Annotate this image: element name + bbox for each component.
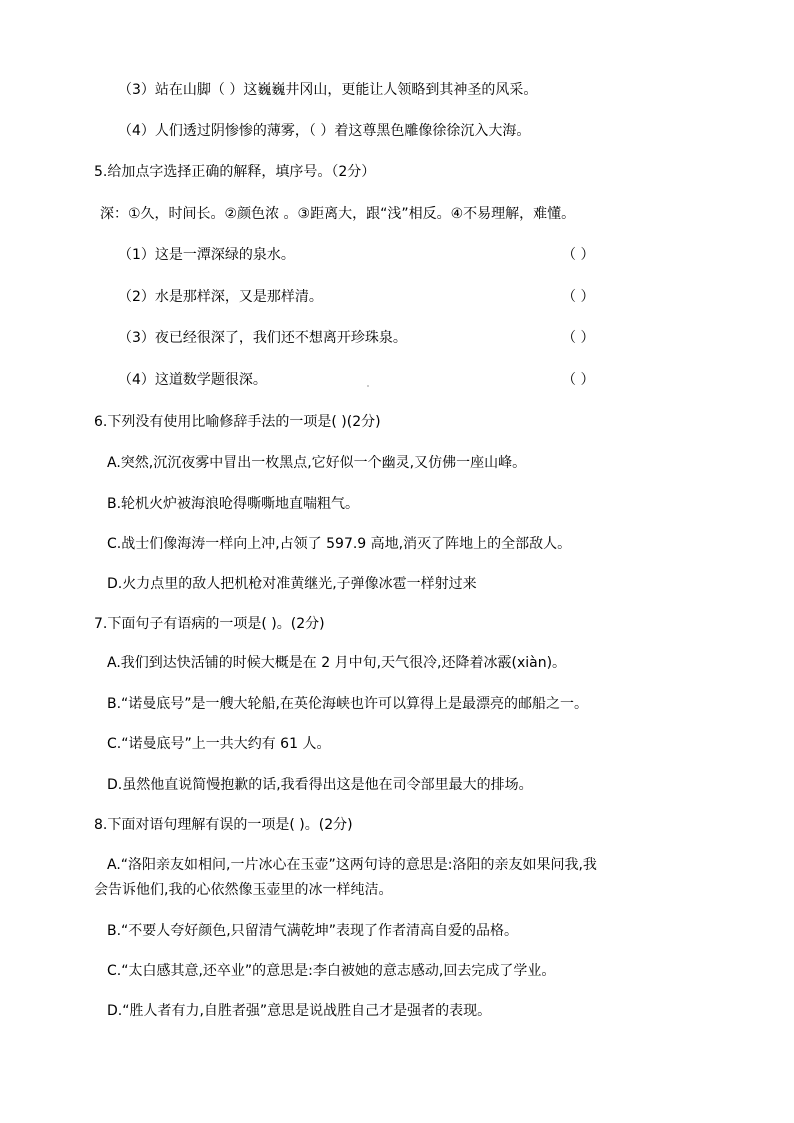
q5-item-3: （3）夜已经很深了，我们还不想离开珍珠泉。 xyxy=(118,330,407,346)
q4-item-4: （4）人们透过阴惨惨的薄雾，（ ）着这尊黑色雕像徐徐沉入大海。 xyxy=(118,123,531,139)
q5-item-1: （1）这是一潭深绿的泉水。 xyxy=(118,247,295,263)
q6-option-c: C.战士们像海涛一样向上冲,占领了 597.9 高地,消灭了阵地上的全部敌人。 xyxy=(107,536,572,552)
q6-option-b: B.轮机火炉被海浪呛得嘶嘶地直喘粗气。 xyxy=(107,496,360,512)
q8-option-b: B.“不要人夸好颜色,只留清气满乾坤”表现了作者清高自爱的品格。 xyxy=(107,923,519,939)
q8-option-a-line-1: A.“洛阳亲友如相问,一片冰心在玉壶”这两句诗的意思是:洛阳的亲友如果问我,我 xyxy=(107,857,597,873)
speck-mark xyxy=(367,385,369,387)
q7-option-d: D.虽然他直说简慢抱歉的话,我看得出这是他在司令部里最大的排场。 xyxy=(107,777,533,793)
q7-option-b: B.“诺曼底号”是一艘大轮船,在英伦海峡也许可以算得上是最漂亮的邮船之一。 xyxy=(107,696,589,712)
q8-stem: 8.下面对语句理解有误的一项是( )。(2分) xyxy=(94,817,353,833)
q5-item-4-answer-blank: （ ） xyxy=(562,372,595,388)
q7-stem: 7.下面句子有语病的一项是( )。(2分) xyxy=(94,616,325,632)
q5-item-4: （4）这道数学题很深。 xyxy=(118,372,267,388)
q7-option-a: A.我们到达快活铺的时候大概是在 2 月中旬,天气很冷,还降着冰霰(xiàn)。 xyxy=(107,655,567,671)
q5-definition: 深：①久，时间长。②颜色浓 。③距离大，跟“浅”相反。④不易理解，难懂。 xyxy=(100,206,576,222)
q6-option-a: A.突然,沉沉夜雾中冒出一枚黑点,它好似一个幽灵,又仿佛一座山峰。 xyxy=(107,455,527,471)
q6-option-d: D.火力点里的敌人把机枪对准黄继光,子弹像冰雹一样射过来 xyxy=(107,576,477,592)
q5-item-3-answer-blank: （ ） xyxy=(562,330,595,346)
q5-item-2-answer-blank: （ ） xyxy=(562,289,595,305)
q8-option-d: D.“胜人者有力,自胜者强”意思是说战胜自己才是强者的表现。 xyxy=(107,1003,492,1019)
q4-item-3: （3）站在山脚（ ）这巍巍井冈山，更能让人领略到其神圣的风采。 xyxy=(118,82,538,98)
q8-option-a-line-2: 会告诉他们,我的心依然像玉壶里的冰一样纯洁。 xyxy=(94,882,393,898)
q5-stem: 5.给加点字选择正确的解释，填序号。（2分） xyxy=(94,164,376,180)
q5-item-1-answer-blank: （ ） xyxy=(562,247,595,263)
q8-option-c: C.“太白感其意,还卒业”的意思是:李白被她的意志感动,回去完成了学业。 xyxy=(107,963,556,979)
q7-option-c: C.“诺曼底号”上一共大约有 61 人。 xyxy=(107,736,331,752)
q5-item-2: （2）水是那样深，又是那样清。 xyxy=(118,289,323,305)
q6-stem: 6.下列没有使用比喻修辞手法的一项是( )(2分) xyxy=(94,414,381,430)
